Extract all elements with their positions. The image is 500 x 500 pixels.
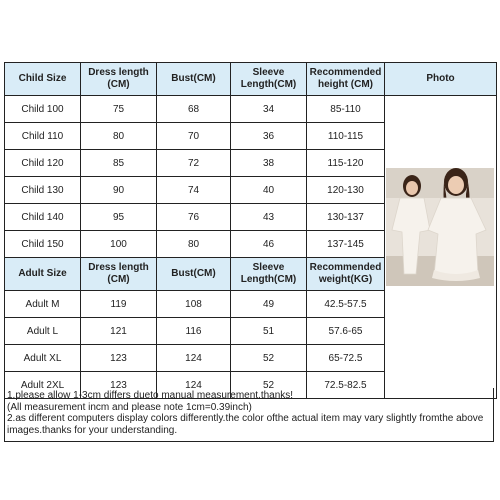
length-cell: 123 <box>81 372 157 399</box>
bust-header: Bust(CM) <box>157 258 231 291</box>
product-photo <box>386 168 494 286</box>
recommended-cell: 72.5-82.5 <box>307 372 385 399</box>
recommended-height-header: Recommended height (CM) <box>307 63 385 96</box>
bust-cell: 80 <box>157 231 231 258</box>
table-row <box>5 96 497 123</box>
bust-cell: 76 <box>157 204 231 231</box>
recommended-cell: 57.6-65 <box>307 318 385 345</box>
length-cell: 75 <box>81 96 157 123</box>
recommended-cell: 85-110 <box>307 96 385 123</box>
length-cell: 119 <box>81 291 157 318</box>
size-table <box>4 62 497 399</box>
length-cell: 85 <box>81 150 157 177</box>
note-conversion: (All measurement incm and please note 1cm=0.39inch) <box>7 401 252 413</box>
length-cell: 90 <box>81 177 157 204</box>
length-cell: 123 <box>81 345 157 372</box>
length-cell: 100 <box>81 231 157 258</box>
recommended-cell: 42.5-57.5 <box>307 291 385 318</box>
recommended-cell: 115-120 <box>307 150 385 177</box>
sleeve-cell: 46 <box>231 231 307 258</box>
size-cell: Adult XL <box>5 345 81 372</box>
recommended-cell: 110-115 <box>307 123 385 150</box>
size-cell: Child 100 <box>5 96 81 123</box>
bust-cell: 124 <box>157 345 231 372</box>
recommended-weight-header: Recommended weight(KG) <box>307 258 385 291</box>
mother-daughter-nightgown-image <box>386 168 494 286</box>
bust-header: Bust(CM) <box>157 63 231 96</box>
note-color: 2.as different computers display colors differently.the color ofthe actual item may vary slightly fromthe above images.thanks for your understanding. <box>7 413 484 436</box>
sleeve-length-header: Sleeve Length(CM) <box>231 63 307 96</box>
photo-cell <box>385 96 497 399</box>
bust-cell: 70 <box>157 123 231 150</box>
bust-cell: 68 <box>157 96 231 123</box>
sleeve-cell: 51 <box>231 318 307 345</box>
dress-length-header: Dress length (CM) <box>81 258 157 291</box>
size-cell: Child 150 <box>5 231 81 258</box>
bust-cell: 72 <box>157 150 231 177</box>
size-cell: Child 130 <box>5 177 81 204</box>
notes-box <box>4 388 494 442</box>
sleeve-cell: 36 <box>231 123 307 150</box>
child-size-header: Child Size <box>5 63 81 96</box>
sleeve-cell: 40 <box>231 177 307 204</box>
sleeve-length-header: Sleeve Length(CM) <box>231 258 307 291</box>
adult-size-header: Adult Size <box>5 258 81 291</box>
sleeve-cell: 52 <box>231 372 307 399</box>
size-cell: Adult 2XL <box>5 372 81 399</box>
size-cell: Adult M <box>5 291 81 318</box>
recommended-cell: 120-130 <box>307 177 385 204</box>
photo-header: Photo <box>385 63 497 96</box>
sleeve-cell: 38 <box>231 150 307 177</box>
bust-cell: 74 <box>157 177 231 204</box>
dress-length-header: Dress length (CM) <box>81 63 157 96</box>
sleeve-cell: 43 <box>231 204 307 231</box>
length-cell: 80 <box>81 123 157 150</box>
length-cell: 121 <box>81 318 157 345</box>
size-cell: Child 140 <box>5 204 81 231</box>
sleeve-cell: 49 <box>231 291 307 318</box>
bust-cell: 108 <box>157 291 231 318</box>
note-measurement: 1.please allow 1-3cm differs dueto manual measurement.thanks! <box>7 390 294 401</box>
size-cell: Adult L <box>5 318 81 345</box>
sleeve-cell: 34 <box>231 96 307 123</box>
sleeve-cell: 52 <box>231 345 307 372</box>
recommended-cell: 130-137 <box>307 204 385 231</box>
recommended-cell: 65-72.5 <box>307 345 385 372</box>
bust-cell: 124 <box>157 372 231 399</box>
size-chart <box>4 62 496 444</box>
recommended-cell: 137-145 <box>307 231 385 258</box>
length-cell: 95 <box>81 204 157 231</box>
size-cell: Child 120 <box>5 150 81 177</box>
bust-cell: 116 <box>157 318 231 345</box>
size-cell: Child 110 <box>5 123 81 150</box>
child-header-row <box>5 63 497 96</box>
